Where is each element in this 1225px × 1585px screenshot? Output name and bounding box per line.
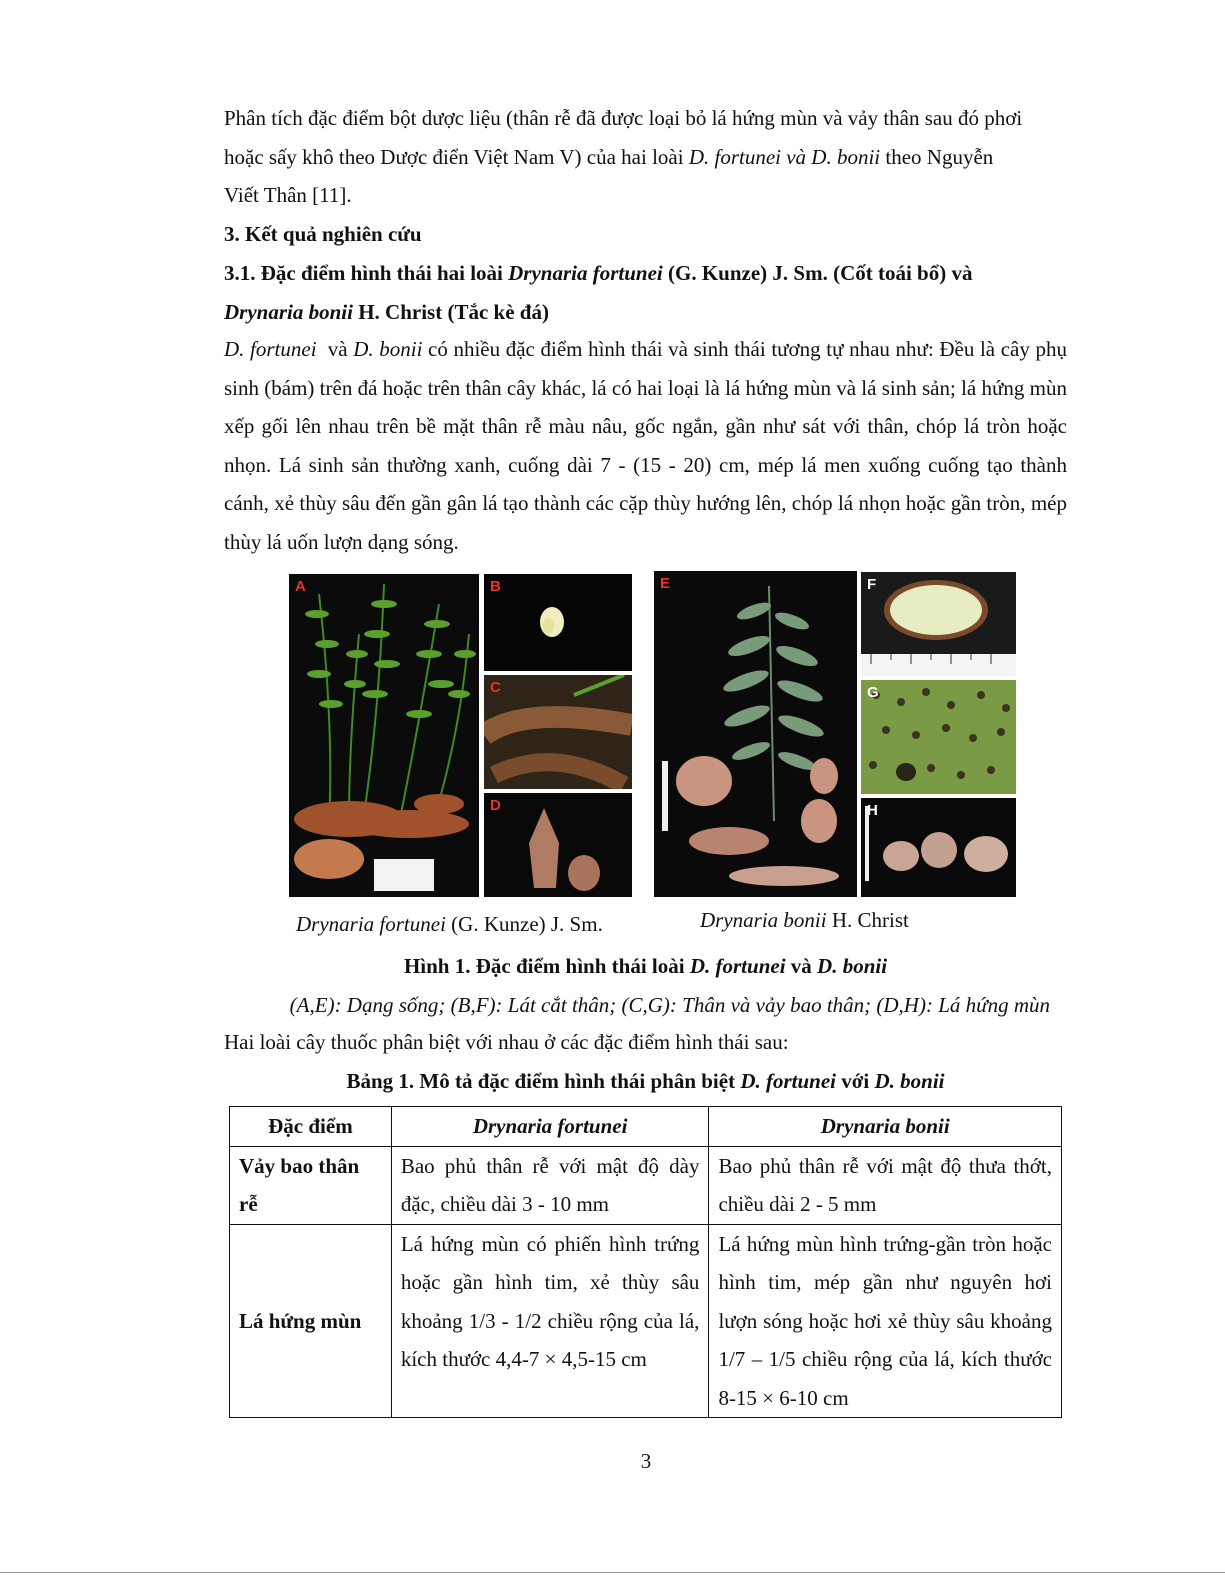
photo-panel-h — [861, 798, 1016, 897]
header-feature: Đặc điểm — [230, 1107, 392, 1147]
photo-panel-f — [861, 572, 1016, 676]
panel-label-e: E — [660, 575, 671, 592]
figure-title — [224, 949, 1067, 983]
species-name: D. fortunei — [224, 337, 317, 361]
heading-text: 3.1. Đặc điểm hình thái hai loài — [224, 261, 509, 285]
panel-label-g: G — [867, 684, 879, 701]
table-row — [230, 1224, 1062, 1418]
heading-text: H. Christ (Tắc kè đá) — [352, 299, 549, 324]
panel-label-a: A — [295, 578, 306, 595]
section-heading: 3. Kết quả nghiên cứu — [224, 222, 422, 246]
figure-title-text: Hình 1. Đặc điểm hình thái loài — [403, 954, 690, 978]
figure-title-text: và — [785, 954, 818, 978]
paragraph-morphology — [224, 330, 1067, 561]
rhizome-scales-image — [484, 675, 632, 789]
paragraph-line: Phân tích đặc điểm bột dược liệu (thân rễ đã được loại bỏ lá hứng mùn và vảy thân sau đó phơi — [224, 106, 1023, 130]
panel-label-d: D — [490, 797, 501, 814]
figure-legend: (A,E): Dạng sống; (B,F): Lát cắt thân; (C,G): Thân và vảy bao thân; (D,H): Lá hứng mùn — [289, 993, 1050, 1017]
subsection-heading — [224, 254, 1067, 331]
rhizome-scales-image — [861, 680, 1016, 794]
species-name: D. fortunei — [740, 1069, 837, 1093]
page-bottom-rule — [0, 1572, 1225, 1573]
paragraph-text: và — [316, 337, 354, 361]
row-fortunei: Bao phủ thân rễ với mật độ dày đặc, chiều dài 3 - 10 mm — [391, 1146, 709, 1224]
author-text: H. Christ — [826, 908, 909, 932]
photo-panel-c — [484, 675, 632, 789]
heading-text: (G. Kunze) J. Sm. (Cốt toái bổ) và — [662, 261, 973, 285]
row-feature: Lá hứng mùn — [230, 1224, 392, 1418]
photo-panel-e — [654, 571, 857, 897]
panel-label-f: F — [867, 576, 877, 593]
species-name: Drynaria fortunei — [296, 912, 446, 936]
fern-life-form-image — [654, 571, 857, 897]
paragraph-text: theo Nguyễn — [880, 144, 994, 169]
species-names: D. fortunei và D. bonii — [688, 144, 881, 169]
panel-label-c: C — [490, 679, 501, 696]
table-row — [230, 1146, 1062, 1224]
table-header-row — [230, 1107, 1062, 1147]
species-name: Drynaria bonii — [700, 908, 827, 932]
species-name: Drynaria bonii — [224, 299, 353, 324]
humus-leaf-image — [484, 793, 632, 897]
species-name: Drynaria fortunei — [508, 261, 663, 285]
page-number: 3 — [640, 1449, 652, 1473]
morphology-comparison-table — [229, 1106, 1062, 1418]
row-fortunei: Lá hứng mùn có phiến hình trứng hoặc gần hình tim, xẻ thùy sâu khoảng 1/3 - 1/2 chiều rộng của lá, kích thước 4,4-7 × 4,5-15 cm — [391, 1224, 709, 1418]
table-caption-text: với — [836, 1069, 875, 1093]
photo-panel-a — [289, 574, 479, 897]
header-fortunei: Drynaria fortunei — [391, 1107, 709, 1147]
paragraph-text: hoặc sấy khô theo Dược điển Việt Nam V) của hai loài — [224, 144, 689, 169]
figure-sub-caption-left — [296, 909, 603, 939]
humus-leaf-image — [861, 798, 1016, 897]
photo-panel-g — [861, 680, 1016, 794]
species-name: D. bonii — [817, 954, 888, 978]
fern-life-form-image — [289, 574, 479, 897]
species-name: D. bonii — [874, 1069, 945, 1093]
paragraph-line: Viết Thân [11]. — [224, 183, 352, 207]
row-bonii: Lá hứng mùn hình trứng-gần tròn hoặc hình tim, mép gần như nguyên hơi lượn sóng hoặc hơi xẻ thùy sâu khoảng 1/7 – 1/5 chiều rộng của lá, kích thước 8-15 × 6-10 cm — [709, 1224, 1062, 1418]
row-feature: Vảy bao thân rễ — [230, 1146, 392, 1224]
photo-panel-d — [484, 793, 632, 897]
species-name: D. fortunei — [689, 954, 786, 978]
figure-sub-caption-right — [700, 905, 909, 935]
paragraph-text: có nhiều đặc điểm hình thái và sinh thái tương tự nhau như: Đều là cây phụ sinh (bám) trên đá hoặc trên thân cây khác, lá có hai loại là lá hứng mùn và lá sinh sản; lá hứng mùn xếp gối lên nhau trên bề mặt thân rễ màu nâu, gốc ngắn, gần như sát với thân, chóp lá tròn hoặc nhọn. Lá sinh sản thường xanh, cuống dài 7 - (15 - 20) cm, mép lá men xuống cuống tạo thành cánh, xẻ thùy sâu đến gần gân lá tạo thành các cặp thùy hướng lên, chóp lá nhọn hoặc gần tròn, mép thùy lá uốn lượn dạng sóng. — [224, 337, 1067, 554]
row-bonii: Bao phủ thân rễ với mật độ thưa thớt, chiều dài 2 - 5 mm — [709, 1146, 1062, 1224]
rhizome-cross-section-image — [484, 574, 632, 671]
photo-panel-b — [484, 574, 632, 671]
paragraph-powder-analysis — [224, 99, 1067, 215]
panel-label-h: H — [867, 802, 878, 819]
table-caption — [224, 1064, 1067, 1098]
header-bonii: Drynaria bonii — [709, 1107, 1062, 1147]
species-name: D. bonii — [353, 337, 423, 361]
table-intro-text: Hai loài cây thuốc phân biệt với nhau ở các đặc điểm hình thái sau: — [224, 1030, 789, 1054]
rhizome-cross-section-image — [861, 572, 1016, 676]
panel-label-b: B — [490, 578, 501, 595]
table-caption-text: Bảng 1. Mô tả đặc điểm hình thái phân biệt — [346, 1069, 741, 1093]
author-text: (G. Kunze) J. Sm. — [445, 912, 603, 936]
